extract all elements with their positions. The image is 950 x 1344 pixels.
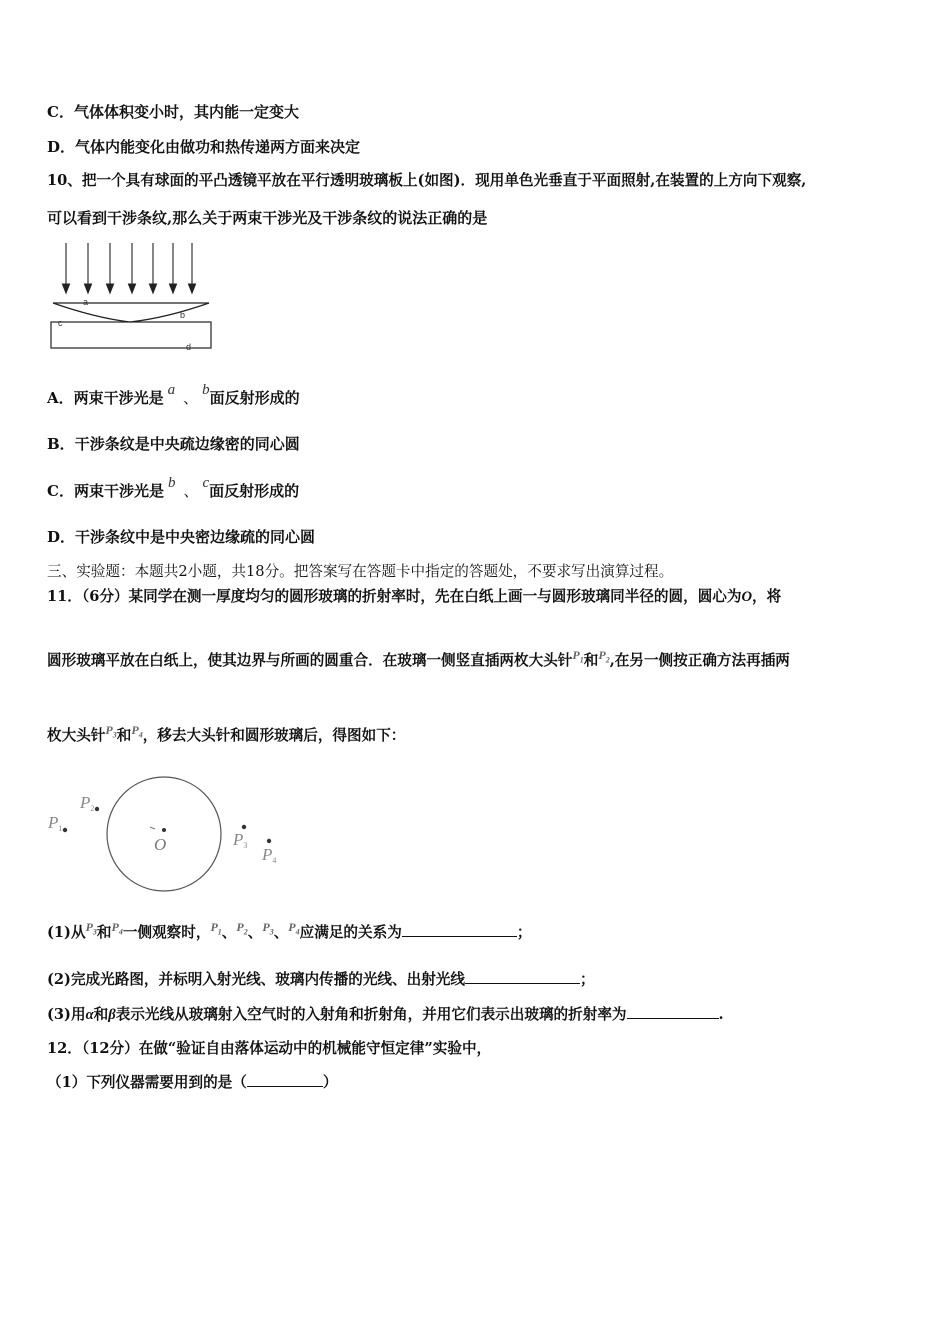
figure-label-d: d xyxy=(186,342,192,352)
pin-p2: P2 xyxy=(236,920,248,937)
pin-p3: P3 xyxy=(262,920,274,937)
q11-stem-line3 xyxy=(47,723,406,751)
figure-pin-p1-label: P1 xyxy=(48,813,63,833)
q10-option-b xyxy=(47,434,300,454)
stem-text: 圆形玻璃平放在白纸上，使其边界与所画的圆重合．在玻璃一侧竖直插两枚大头针 xyxy=(47,652,573,669)
q11-stem-line1 xyxy=(47,587,781,607)
q10-option-c xyxy=(47,475,300,502)
stem-text: 枚大头针 xyxy=(47,727,106,744)
answer-blank[interactable] xyxy=(465,969,580,984)
stem-text: 11．（6分）某同学在测一厚度均匀的圆形玻璃的折射率时，先在白纸上画一与圆形玻璃同半径的圆，圆心为 xyxy=(47,588,742,605)
q11-stem-line2 xyxy=(47,648,790,676)
pin-p3-dot xyxy=(242,825,246,829)
alpha-symbol: α xyxy=(85,1007,94,1023)
option-text: 干涉条纹中是中央密边缘疏的同心圆 xyxy=(75,528,316,546)
pin-p4: P4 xyxy=(288,920,300,937)
figure-label-a: a xyxy=(83,297,89,307)
q9-option-d xyxy=(47,137,360,157)
option-text: 面反射形成的 xyxy=(209,482,300,500)
option-letter: A． xyxy=(47,389,74,407)
answer-blank[interactable] xyxy=(247,1072,323,1087)
center-dot xyxy=(162,828,166,832)
q11-sub3: (3)用α和β表示光线从玻璃射入空气时的入射角和折射角，并用它们表示出玻璃的折射率为 . xyxy=(47,1006,724,1023)
pin-p1: P1 xyxy=(572,648,584,665)
pin-p1: P1 xyxy=(210,920,222,937)
q12-stem: 12．（12分）在做“验证自由落体运动中的机械能守恒定律”实验中， xyxy=(47,1040,492,1057)
option-text: 两束干涉光是 xyxy=(73,389,164,407)
q11-sub2: (2)完成光路图，并标明入射光线、玻璃内传播的光线、出射光线 ； xyxy=(47,971,595,988)
surface-label: a xyxy=(167,382,176,398)
q10-option-d xyxy=(47,527,315,547)
option-text: 干涉条纹是中央疏边缘密的同心圆 xyxy=(74,435,300,453)
stem-text: ，将 xyxy=(752,588,782,605)
pin-p4: P4 xyxy=(131,723,143,740)
pin-p2-dot xyxy=(95,807,99,811)
stem-text: 和 xyxy=(583,652,599,669)
q11-sub1: (1)从$^{P_3}$和$^{P_4}$一侧观察时，$^{P_1}$、$^{P_2}$、$^{P_3}$、$^{P_4}$应满足的关系为 ； xyxy=(47,920,532,941)
option-text: 气体内能变化由做功和热传递两方面来决定 xyxy=(75,138,361,156)
stem-text: 和 xyxy=(116,727,132,744)
pin-p4-dot xyxy=(267,839,271,843)
figure-pin-p4-label: P4 xyxy=(262,845,277,865)
pin-p3: P3 xyxy=(105,723,117,740)
figure-pin-p3-label: P3 xyxy=(233,830,248,850)
glass-circle xyxy=(107,777,221,891)
q12-sub1: （1）下列仪器需要用到的是（ ） xyxy=(47,1074,338,1091)
incident-light-arrows xyxy=(63,243,196,293)
surface-label: b xyxy=(202,382,210,398)
q9-option-c xyxy=(47,102,299,122)
q10-stem-line1: 10、把一个具有球面的平凸透镜平放在平行透明玻璃板上(如图)．现用单色光垂直于平面照射,在装置的上方向下观察, xyxy=(47,172,807,189)
surface-label: c xyxy=(202,475,210,491)
stem-text: ,在另一侧按正确方法再插两 xyxy=(609,652,790,669)
option-text: 气体体积变小时，其内能一定变大 xyxy=(73,103,299,121)
q10-option-a xyxy=(47,382,300,409)
pin-p4: P4 xyxy=(111,920,123,937)
option-letter: C． xyxy=(47,103,74,121)
figure-center-label: O xyxy=(154,835,167,854)
answer-blank[interactable] xyxy=(627,1004,719,1019)
refraction-figure xyxy=(44,770,294,895)
surface-label: b xyxy=(167,475,176,491)
lens-interference-figure xyxy=(46,240,216,355)
lens-curved-surface xyxy=(53,303,209,322)
option-letter: B． xyxy=(47,435,75,453)
option-letter: D． xyxy=(47,138,76,156)
answer-blank[interactable] xyxy=(402,922,517,937)
pin-p2: P2 xyxy=(598,648,610,665)
option-letter: C． xyxy=(47,482,74,500)
figure-label-b: b xyxy=(180,310,186,320)
section-heading: 三、实验题：本题共2小题，共18分。把答案写在答题卡中指定的答题处，不要求写出演算过程。 xyxy=(47,563,674,580)
option-text: 两束干涉光是 xyxy=(73,482,164,500)
q10-stem-line2: 可以看到干涉条纹,那么关于两束干涉光及干涉条纹的说法正确的是 xyxy=(47,209,488,227)
option-letter: D． xyxy=(47,528,76,546)
figure-pin-p2-label: P2 xyxy=(80,793,95,813)
stem-text: ，移去大头针和圆形玻璃后，得图如下： xyxy=(142,727,406,744)
option-text: 面反射形成的 xyxy=(209,389,300,407)
figure-label-c: c xyxy=(58,318,63,328)
center-symbol: O xyxy=(741,589,753,605)
beta-symbol: β xyxy=(108,1007,116,1023)
separator: 、 xyxy=(183,482,199,500)
pin-p1-dot xyxy=(63,828,67,832)
separator: 、 xyxy=(183,389,199,407)
pin-p3: P3 xyxy=(85,920,97,937)
